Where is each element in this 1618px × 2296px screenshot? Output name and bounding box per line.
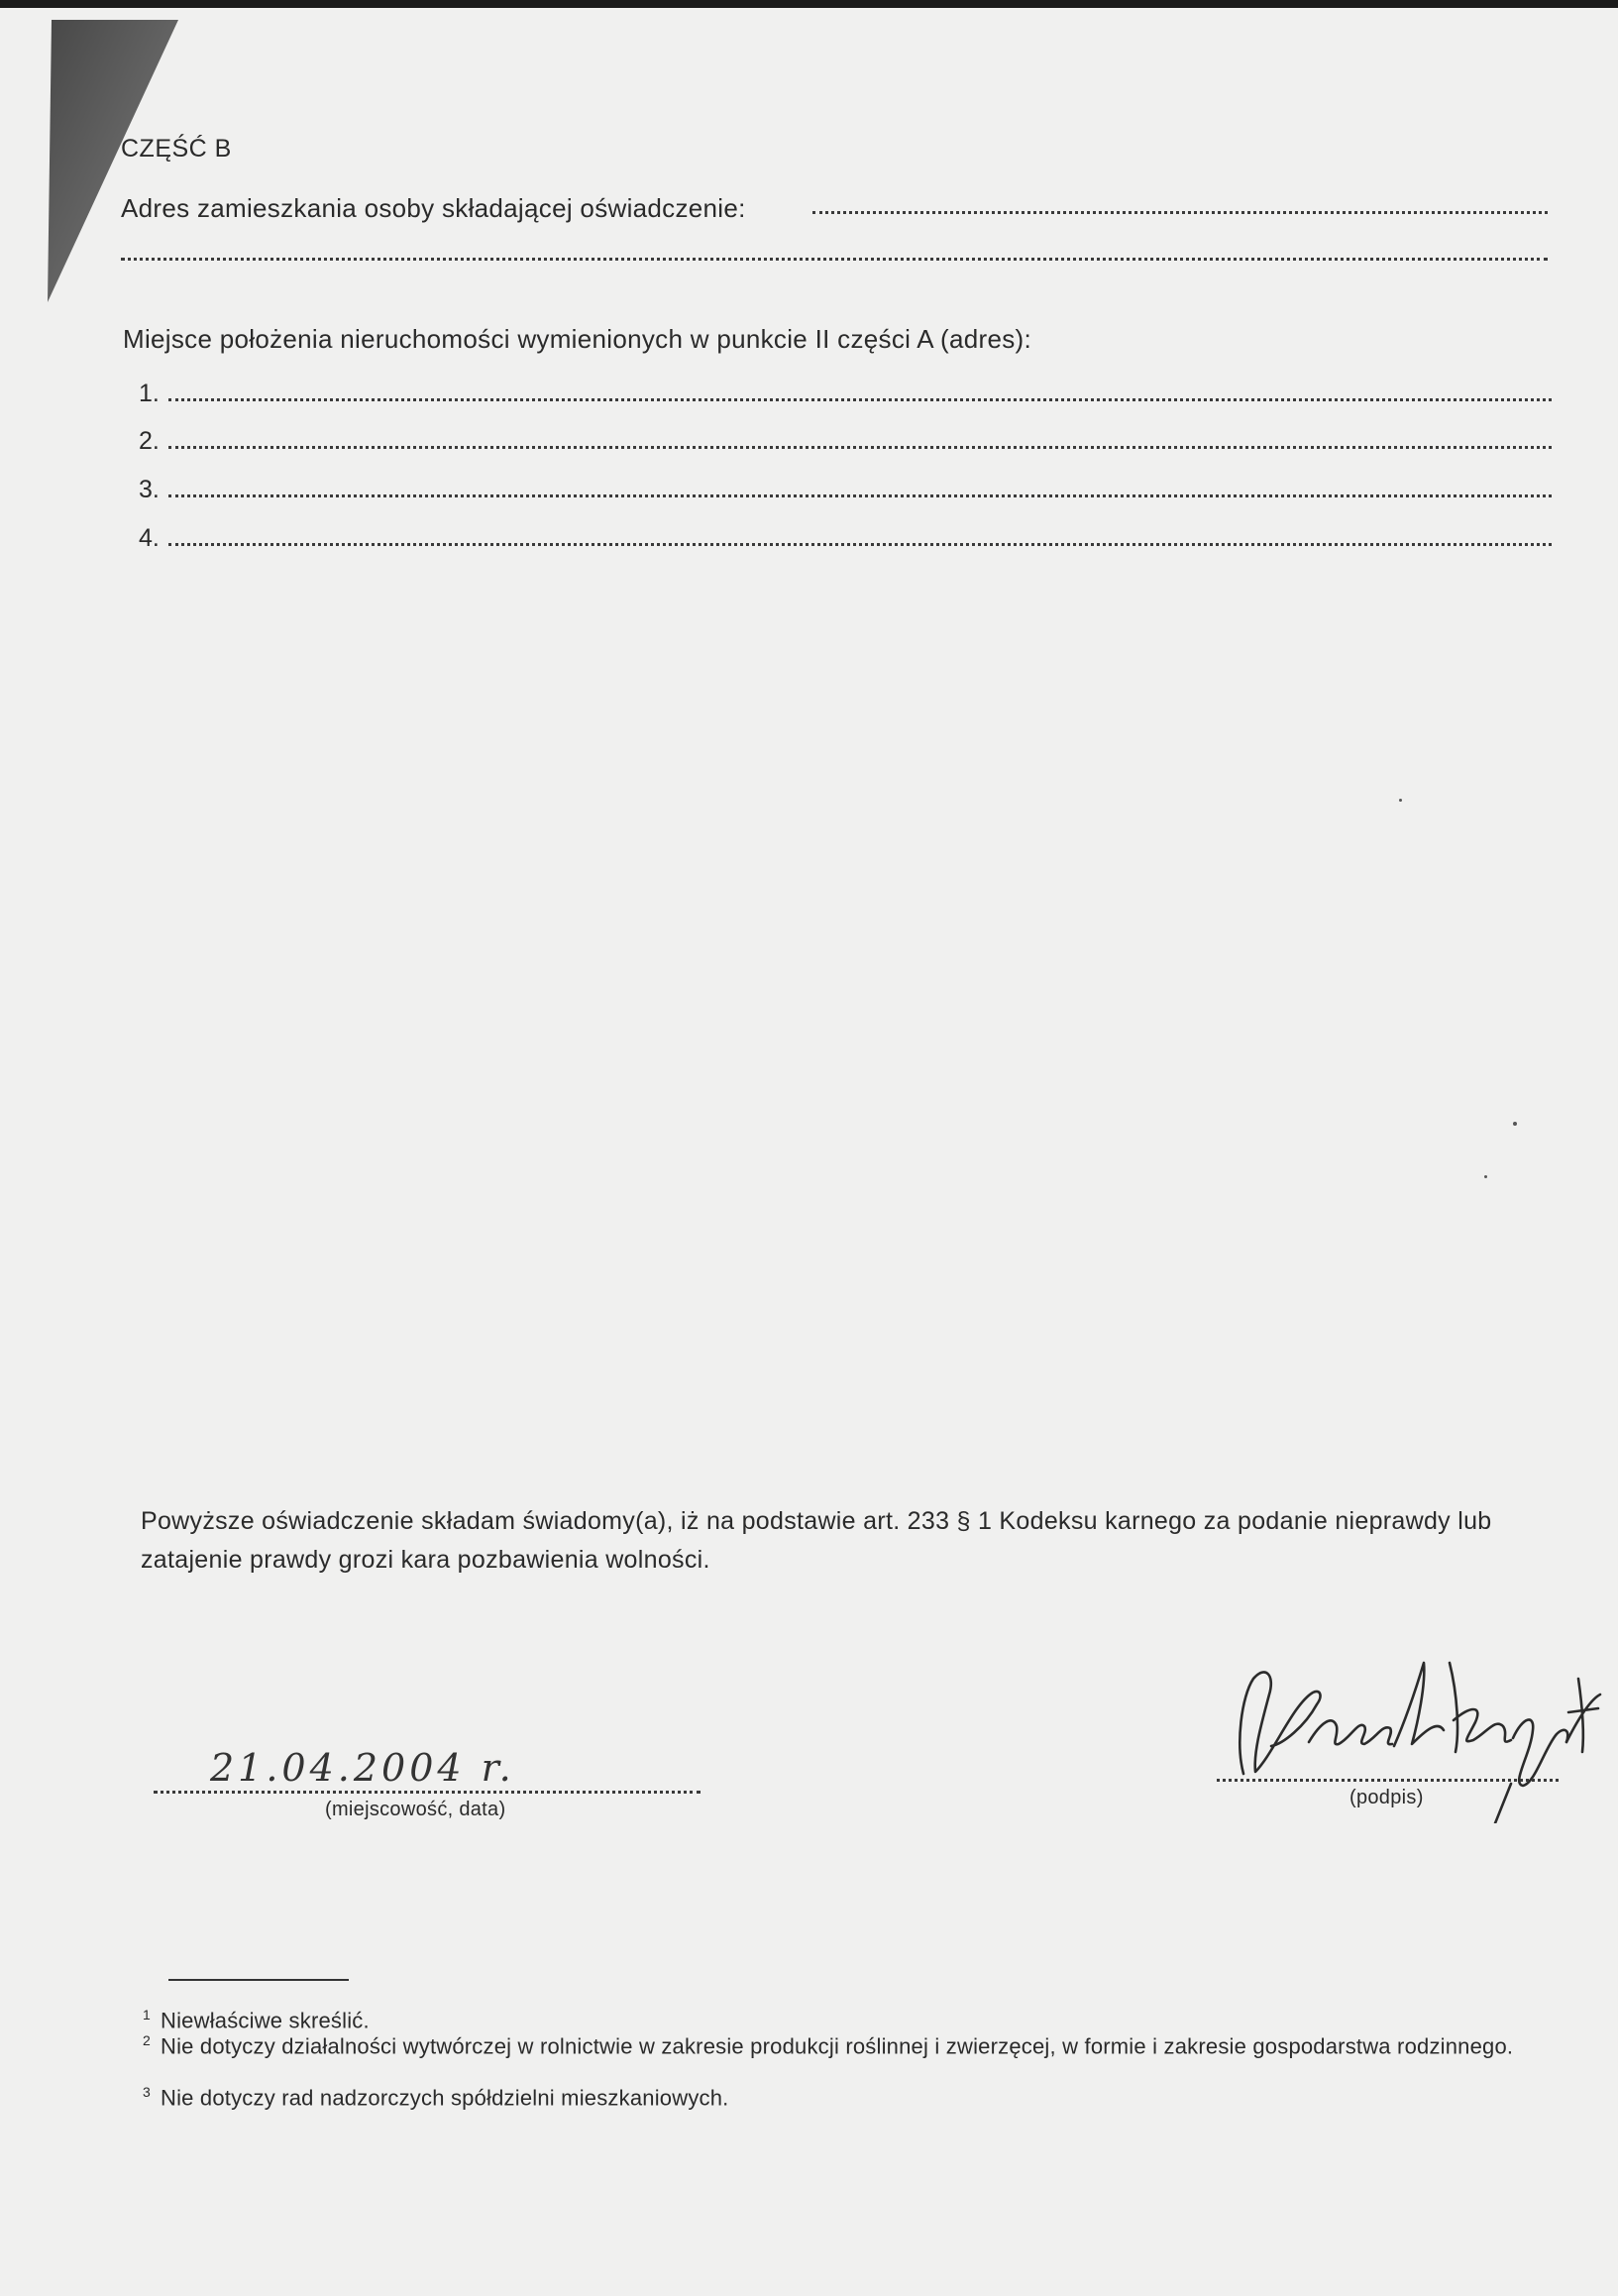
scan-speck	[1484, 1175, 1487, 1178]
scan-speck	[1513, 1122, 1517, 1126]
property-item-number: 4.	[139, 524, 160, 552]
scan-speck	[1399, 799, 1402, 802]
handwritten-date: 21.04.2004 r.	[210, 1746, 515, 1790]
property-dotted-line-2[interactable]	[168, 446, 1552, 449]
scan-top-edge	[0, 0, 1618, 8]
footnote-text: Nie dotyczy rad nadzorczych spółdzielni mieszkaniowych.	[161, 2085, 729, 2111]
footnote-number: 1	[143, 2007, 151, 2023]
property-item-number: 1.	[139, 380, 160, 407]
declaration-text: Powyższe oświadczenie składam świadomy(a), iż na podstawie art. 233 § 1 Kodeksu karnego za podanie nieprawdy lub zatajenie prawdy grozi kara pozbawienia wolności.	[141, 1507, 1492, 1574]
footnote-divider	[168, 1979, 349, 1981]
property-dotted-line-3[interactable]	[168, 494, 1552, 497]
address-dotted-line-2[interactable]	[121, 258, 1548, 261]
property-item-number: 3.	[139, 476, 160, 503]
property-dotted-line-4[interactable]	[168, 543, 1552, 546]
footnote-text: Niewłaściwe skreślić.	[161, 2008, 370, 2033]
property-label: Miejsce położenia nieruchomości wymienionych w punkcie II części A (adres):	[123, 324, 1031, 354]
signature-caption: (podpis)	[1349, 1787, 1424, 1808]
footnote-3	[143, 2079, 1569, 2111]
section-title: CZĘŚĆ B	[121, 135, 232, 163]
signature-dotted-line[interactable]	[1217, 1779, 1559, 1782]
footnote-number: 2	[143, 2032, 151, 2048]
footnote-text: Nie dotyczy działalności wytwórczej w rolnictwie w zakresie produkcji roślinnej i zwierzęcej, w formie i zakresie gospodarstwa rodzinnego.	[161, 2033, 1514, 2059]
date-dotted-line[interactable]	[154, 1791, 701, 1794]
property-item-number: 2.	[139, 427, 160, 455]
address-dotted-line-1[interactable]	[812, 211, 1548, 214]
footnote-2	[143, 2027, 1569, 2059]
property-dotted-line-1[interactable]	[168, 398, 1552, 401]
address-label: Adres zamieszkania osoby składającej oświadczenie:	[121, 193, 746, 223]
date-caption: (miejscowość, data)	[325, 1799, 506, 1820]
footnote-number: 3	[143, 2084, 151, 2100]
